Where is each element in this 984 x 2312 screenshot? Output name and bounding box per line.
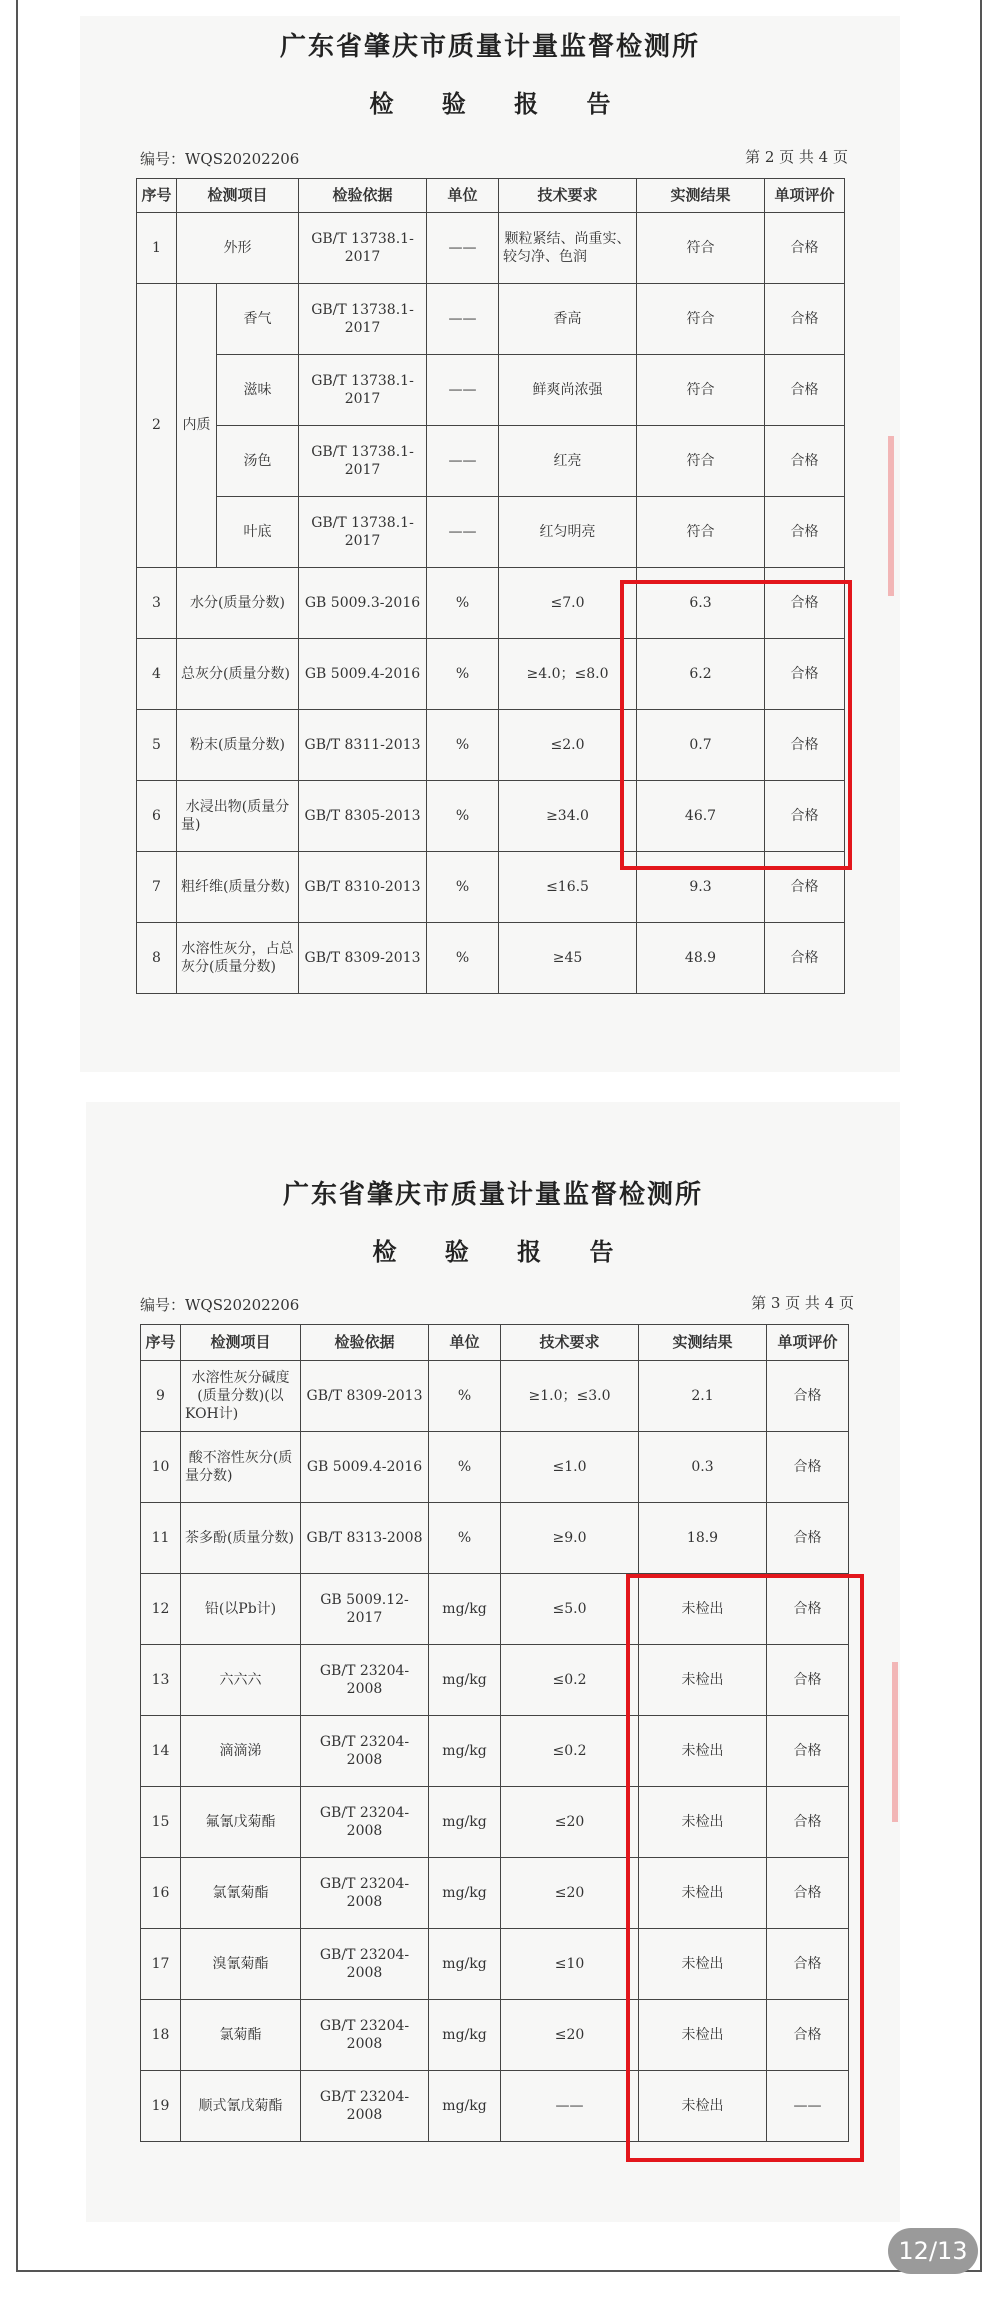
page-indicator: 第 3 页 共 4 页 xyxy=(751,1294,854,1312)
row-result: 0.7 xyxy=(637,710,765,781)
row-basis: GB/T 23204-2008 xyxy=(301,1929,429,2000)
row-no: 17 xyxy=(141,1929,181,2000)
row-basis: GB/T 23204-2008 xyxy=(301,1787,429,1858)
row-requirement: ≤0.2 xyxy=(501,1645,639,1716)
row-verdict: 合格 xyxy=(765,852,845,923)
row-unit: % xyxy=(429,1361,501,1432)
row-item: 粗纤维(质量分数) xyxy=(177,852,299,923)
row-subitem: 汤色 xyxy=(217,426,299,497)
table-row xyxy=(141,1503,849,1574)
row-result: 符合 xyxy=(637,426,765,497)
row-requirement: ≤2.0 xyxy=(499,710,637,781)
row-no: 8 xyxy=(137,923,177,994)
row-verdict: 合格 xyxy=(767,1787,849,1858)
row-unit: mg/kg xyxy=(429,2000,501,2071)
row-unit: % xyxy=(427,568,499,639)
row-unit: —— xyxy=(427,497,499,568)
row-unit: mg/kg xyxy=(429,1716,501,1787)
row-item: 六六六 xyxy=(181,1645,301,1716)
row-result: 未检出 xyxy=(639,1858,767,1929)
row-requirement: ≥34.0 xyxy=(499,781,637,852)
row-basis: GB/T 8309-2013 xyxy=(301,1361,429,1432)
header-unit: 单位 xyxy=(429,1325,501,1361)
row-unit: % xyxy=(427,781,499,852)
row-requirement: ≤1.0 xyxy=(501,1432,639,1503)
highlight-box xyxy=(626,1574,864,2162)
row-verdict: 合格 xyxy=(767,1432,849,1503)
table-row xyxy=(137,923,845,994)
row-no: 7 xyxy=(137,852,177,923)
row-verdict: 合格 xyxy=(765,355,845,426)
row-verdict: 合格 xyxy=(767,1858,849,1929)
row-item: 内质 xyxy=(177,284,217,568)
row-result: 符合 xyxy=(637,284,765,355)
header-no: 序号 xyxy=(137,179,177,213)
header-basis: 检验依据 xyxy=(301,1325,429,1361)
row-requirement: 颗粒紧结、尚重实、较匀净、色润 xyxy=(499,213,637,284)
row-result: 未检出 xyxy=(639,1645,767,1716)
row-item: 酸不溶性灰分(质量分数) xyxy=(181,1432,301,1503)
row-unit: mg/kg xyxy=(429,1858,501,1929)
table-row xyxy=(137,213,845,284)
row-result: 未检出 xyxy=(639,1929,767,2000)
row-basis: GB/T 8309-2013 xyxy=(299,923,427,994)
row-no: 18 xyxy=(141,2000,181,2071)
row-item: 水分(质量分数) xyxy=(177,568,299,639)
row-basis: GB 5009.4-2016 xyxy=(299,639,427,710)
row-subitem: 香气 xyxy=(217,284,299,355)
row-unit: —— xyxy=(427,355,499,426)
header-requirement: 技术要求 xyxy=(501,1325,639,1361)
row-unit: % xyxy=(429,1503,501,1574)
row-result: 6.3 xyxy=(637,568,765,639)
header-item: 检测项目 xyxy=(177,179,299,213)
header-no: 序号 xyxy=(141,1325,181,1361)
row-basis: GB/T 13738.1-2017 xyxy=(299,355,427,426)
row-item: 氯菊酯 xyxy=(181,2000,301,2071)
row-no: 10 xyxy=(141,1432,181,1503)
row-result: 9.3 xyxy=(637,852,765,923)
row-item: 氯氰菊酯 xyxy=(181,1858,301,1929)
row-no: 12 xyxy=(141,1574,181,1645)
row-basis: GB/T 13738.1-2017 xyxy=(299,497,427,568)
row-result: 未检出 xyxy=(639,1574,767,1645)
row-item: 顺式氰戊菊酯 xyxy=(181,2071,301,2142)
report-number: 编号：WQS20202206 xyxy=(140,1296,300,1314)
row-verdict: 合格 xyxy=(765,213,845,284)
row-unit: mg/kg xyxy=(429,1929,501,2000)
table-row xyxy=(137,284,845,355)
row-result: 未检出 xyxy=(639,2071,767,2142)
row-item: 水溶性灰分，占总灰分(质量分数) xyxy=(177,923,299,994)
report-page-3 xyxy=(86,1102,900,2222)
row-basis: GB/T 23204-2008 xyxy=(301,2071,429,2142)
row-basis: GB/T 8310-2013 xyxy=(299,852,427,923)
row-result: 未检出 xyxy=(639,2000,767,2071)
row-basis: GB 5009.4-2016 xyxy=(301,1432,429,1503)
row-verdict: 合格 xyxy=(765,710,845,781)
row-no: 16 xyxy=(141,1858,181,1929)
row-requirement: 鲜爽尚浓强 xyxy=(499,355,637,426)
header-result: 实测结果 xyxy=(637,179,765,213)
row-requirement: ≥45 xyxy=(499,923,637,994)
row-unit: —— xyxy=(427,426,499,497)
row-unit: —— xyxy=(427,213,499,284)
row-result: 48.9 xyxy=(637,923,765,994)
table-row xyxy=(137,497,845,568)
row-verdict: 合格 xyxy=(765,497,845,568)
report-title: 检 验 报 告 xyxy=(372,1237,634,1266)
report-page-2 xyxy=(80,16,900,1072)
row-no: 13 xyxy=(141,1645,181,1716)
row-unit: mg/kg xyxy=(429,1787,501,1858)
header-basis: 检验依据 xyxy=(299,179,427,213)
header-result: 实测结果 xyxy=(639,1325,767,1361)
report-number: 编号：WQS20202206 xyxy=(140,150,300,168)
row-result: 未检出 xyxy=(639,1716,767,1787)
page-indicator: 第 2 页 共 4 页 xyxy=(745,148,848,166)
row-basis: GB/T 8313-2008 xyxy=(301,1503,429,1574)
row-basis: GB 5009.3-2016 xyxy=(299,568,427,639)
row-requirement: ≤7.0 xyxy=(499,568,637,639)
row-requirement: 香高 xyxy=(499,284,637,355)
header-verdict: 单项评价 xyxy=(767,1325,849,1361)
row-basis: GB/T 8305-2013 xyxy=(299,781,427,852)
row-no: 5 xyxy=(137,710,177,781)
row-item: 水浸出物(质量分量) xyxy=(177,781,299,852)
row-basis: GB/T 13738.1-2017 xyxy=(299,426,427,497)
row-unit: % xyxy=(427,639,499,710)
row-subitem: 滋味 xyxy=(217,355,299,426)
row-result: 未检出 xyxy=(639,1787,767,1858)
row-result: 18.9 xyxy=(639,1503,767,1574)
row-requirement: ≥4.0；≤8.0 xyxy=(499,639,637,710)
header-item: 检测项目 xyxy=(181,1325,301,1361)
row-requirement: ≥1.0；≤3.0 xyxy=(501,1361,639,1432)
row-requirement: ≤20 xyxy=(501,1787,639,1858)
table-row xyxy=(141,1361,849,1432)
row-item: 溴氰菊酯 xyxy=(181,1929,301,2000)
row-no: 9 xyxy=(141,1361,181,1432)
table-row xyxy=(137,355,845,426)
row-result: 符合 xyxy=(637,355,765,426)
highlight-box xyxy=(620,580,852,870)
row-result: 46.7 xyxy=(637,781,765,852)
row-result: 2.1 xyxy=(639,1361,767,1432)
row-basis: GB/T 23204-2008 xyxy=(301,1716,429,1787)
row-verdict: 合格 xyxy=(765,923,845,994)
row-unit: mg/kg xyxy=(429,1574,501,1645)
row-requirement: 红匀明亮 xyxy=(499,497,637,568)
edge-stamp-mark xyxy=(888,436,894,596)
row-verdict: 合格 xyxy=(765,781,845,852)
row-requirement: ≤20 xyxy=(501,2000,639,2071)
row-requirement: ≤10 xyxy=(501,1929,639,2000)
header-requirement: 技术要求 xyxy=(499,179,637,213)
row-subitem: 叶底 xyxy=(217,497,299,568)
row-no: 11 xyxy=(141,1503,181,1574)
row-no: 15 xyxy=(141,1787,181,1858)
row-verdict: 合格 xyxy=(765,639,845,710)
institute-name: 广东省肇庆市质量计量监督检测所 xyxy=(282,1180,703,1210)
row-requirement: ≤0.2 xyxy=(501,1716,639,1787)
row-requirement: 红亮 xyxy=(499,426,637,497)
row-verdict: 合格 xyxy=(767,1929,849,2000)
row-verdict: 合格 xyxy=(767,1361,849,1432)
row-basis: GB/T 13738.1-2017 xyxy=(299,284,427,355)
row-unit: % xyxy=(427,710,499,781)
header-verdict: 单项评价 xyxy=(765,179,845,213)
row-unit: % xyxy=(429,1432,501,1503)
row-requirement: ≥9.0 xyxy=(501,1503,639,1574)
row-requirement: ≤16.5 xyxy=(499,852,637,923)
row-unit: % xyxy=(427,923,499,994)
row-verdict: 合格 xyxy=(767,1645,849,1716)
edge-stamp-mark xyxy=(892,1662,898,1822)
row-item: 氟氰戊菊酯 xyxy=(181,1787,301,1858)
image-counter: 12/13 xyxy=(888,2228,978,2274)
row-verdict: 合格 xyxy=(767,1574,849,1645)
row-no: 2 xyxy=(137,284,177,568)
row-result: 符合 xyxy=(637,497,765,568)
row-no: 6 xyxy=(137,781,177,852)
row-unit: % xyxy=(427,852,499,923)
row-no: 1 xyxy=(137,213,177,284)
row-result: 符合 xyxy=(637,213,765,284)
table-row xyxy=(141,1432,849,1503)
row-verdict: 合格 xyxy=(765,284,845,355)
row-no: 3 xyxy=(137,568,177,639)
row-verdict: 合格 xyxy=(767,2000,849,2071)
report-title: 检 验 报 告 xyxy=(369,89,631,118)
row-verdict: —— xyxy=(767,2071,849,2142)
row-basis: GB/T 23204-2008 xyxy=(301,1858,429,1929)
institute-name: 广东省肇庆市质量计量监督检测所 xyxy=(279,32,700,62)
row-item: 总灰分(质量分数) xyxy=(177,639,299,710)
row-item: 外形 xyxy=(177,213,299,284)
row-verdict: 合格 xyxy=(767,1716,849,1787)
row-no: 14 xyxy=(141,1716,181,1787)
row-item: 铅(以Pb计) xyxy=(181,1574,301,1645)
row-item: 茶多酚(质量分数) xyxy=(181,1503,301,1574)
row-result: 6.2 xyxy=(637,639,765,710)
row-basis: GB/T 13738.1-2017 xyxy=(299,213,427,284)
row-requirement: —— xyxy=(501,2071,639,2142)
row-verdict: 合格 xyxy=(765,426,845,497)
row-unit: —— xyxy=(427,284,499,355)
row-requirement: ≤20 xyxy=(501,1858,639,1929)
row-basis: GB/T 23204-2008 xyxy=(301,1645,429,1716)
row-no: 19 xyxy=(141,2071,181,2142)
row-unit: mg/kg xyxy=(429,2071,501,2142)
row-verdict: 合格 xyxy=(765,568,845,639)
row-basis: GB/T 23204-2008 xyxy=(301,2000,429,2071)
row-unit: mg/kg xyxy=(429,1645,501,1716)
row-result: 0.3 xyxy=(639,1432,767,1503)
row-item: 滴滴涕 xyxy=(181,1716,301,1787)
row-requirement: ≤5.0 xyxy=(501,1574,639,1645)
row-basis: GB/T 8311-2013 xyxy=(299,710,427,781)
row-item: 水溶性灰分碱度(质量分数)(以KOH计) xyxy=(181,1361,301,1432)
row-no: 4 xyxy=(137,639,177,710)
row-basis: GB 5009.12-2017 xyxy=(301,1574,429,1645)
header-unit: 单位 xyxy=(427,179,499,213)
table-row xyxy=(137,426,845,497)
row-item: 粉末(质量分数) xyxy=(177,710,299,781)
row-verdict: 合格 xyxy=(767,1503,849,1574)
